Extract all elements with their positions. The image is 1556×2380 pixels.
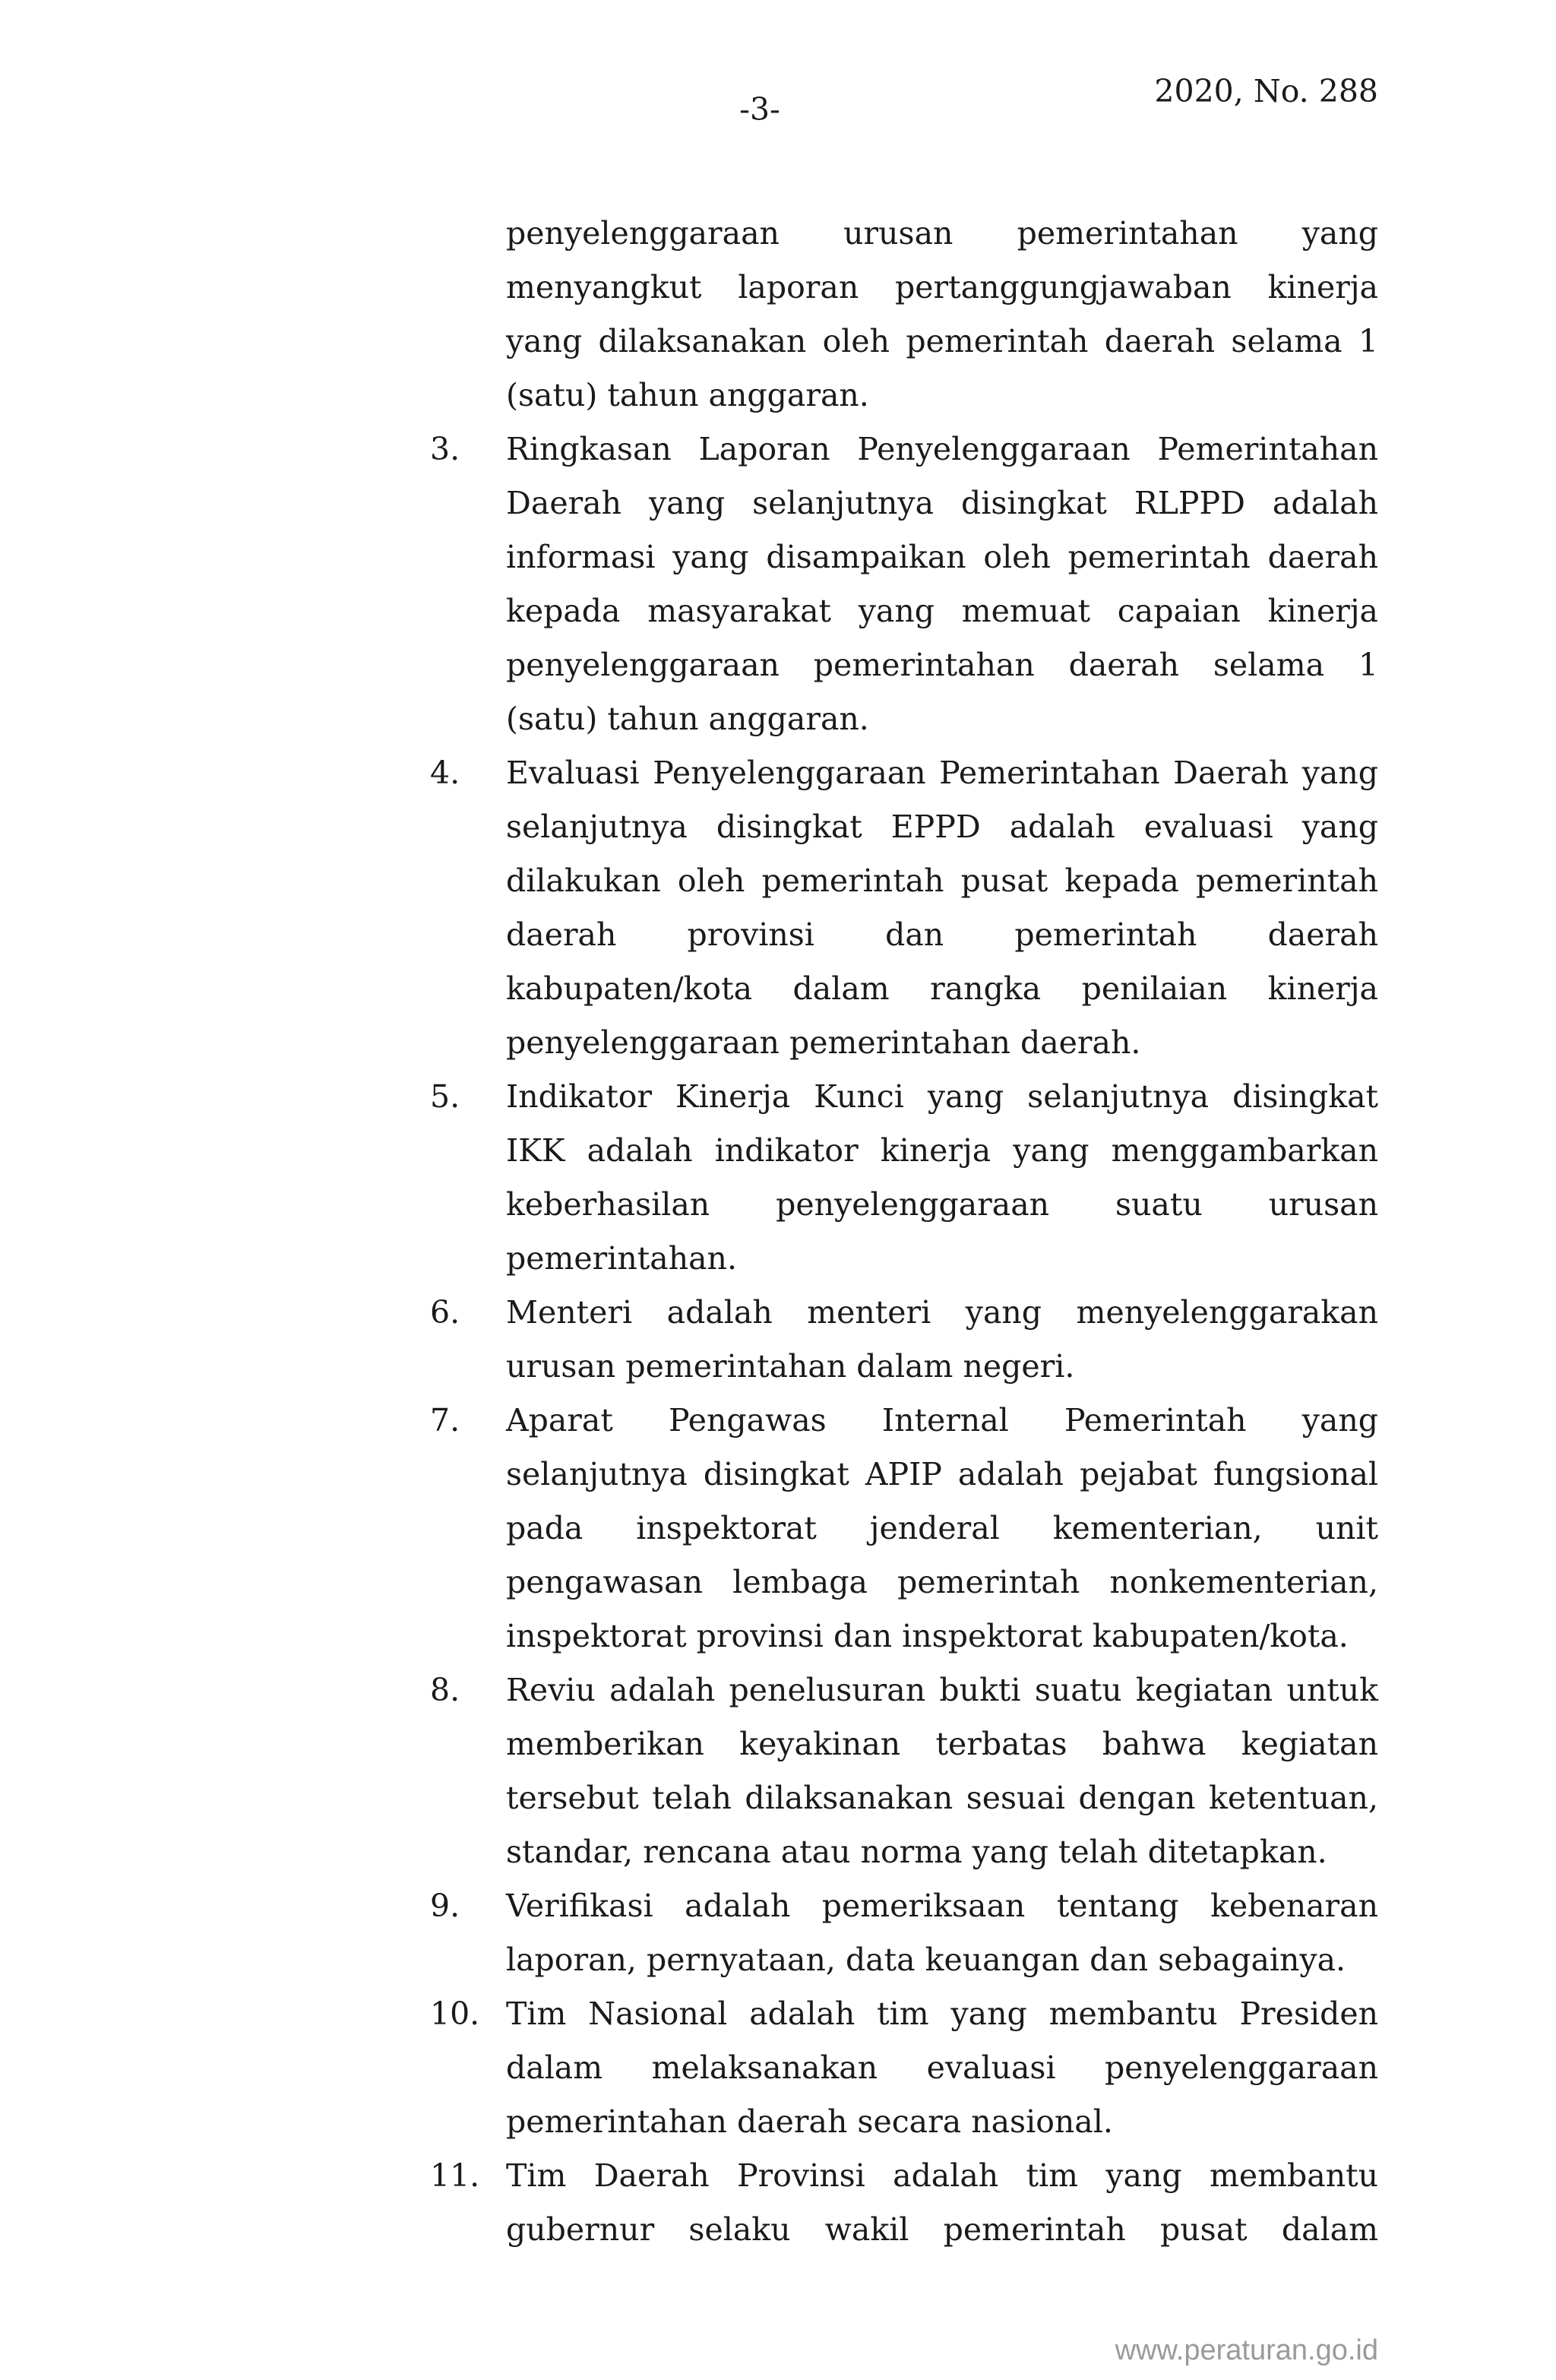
item-text: Aparat Pengawas Internal Pemerintah yang selanjutnya disingkat APIP adalah pejabat fungsional pada inspektorat jenderal kementerian, unit pengawasan lembaga pemerintah nonkementerian, inspektorat provinsi dan inspektorat kabupaten/kota. [506,1402,1378,1654]
source-watermark: www.peraturan.go.id [1115,2334,1378,2366]
item-number: 10. [430,1995,480,2032]
item-number: 3. [430,431,460,467]
definition-item-3 [430,423,1378,746]
definition-item-10 [430,1987,1378,2149]
document-body [430,207,1378,2257]
continued-paragraph: penyelenggaraan urusan pemerintahan yang menyangkut laporan pertanggungjawaban kinerja yang dilaksanakan oleh pemerintah daerah selama 1 (satu) tahun anggaran. [506,215,1378,413]
item-text: Menteri adalah menteri yang menyelenggarakan urusan pemerintahan dalam negeri. [506,1294,1378,1385]
item-text: Ringkasan Laporan Penyelenggaraan Pemerintahan Daerah yang selanjutnya disingkat RLPPD adalah informasi yang disampaikan oleh pemerintah daerah kepada masyarakat yang memuat capaian kinerja penyelenggaraan pemerintahan daerah selama 1 (satu) tahun anggaran. [506,431,1378,737]
document-reference: 2020, No. 288 [1154,73,1378,109]
item-number: 7. [430,1402,460,1438]
item-number: 8. [430,1672,460,1708]
definition-item-5 [430,1070,1378,1286]
item-number: 11. [430,2157,480,2194]
item-text: Reviu adalah penelusuran bukti suatu kegiatan untuk memberikan keyakinan terbatas bahwa kegiatan tersebut telah dilaksanakan sesuai dengan ketentuan, standar, rencana atau norma yang telah ditetapkan. [506,1672,1378,1870]
definition-item-11 [430,2149,1378,2257]
item-text: Evaluasi Penyelenggaraan Pemerintahan Daerah yang selanjutnya disingkat EPPD adalah evaluasi yang dilakukan oleh pemerintah pusat kepada pemerintah daerah provinsi dan pemerintah daerah kabupaten/kota dalam rangka penilaian kinerja penyelenggaraan pemerintahan daerah. [506,755,1378,1061]
item-text: Tim Nasional adalah tim yang membantu Presiden dalam melaksanakan evaluasi penyelenggaraan pemerintahan daerah secara nasional. [506,1995,1378,2140]
item-number: 9. [430,1888,460,1924]
item-number: 6. [430,1294,460,1331]
definition-item-8 [430,1663,1378,1879]
item-number: 4. [430,755,460,791]
definition-item-6 [430,1286,1378,1394]
item-text: Indikator Kinerja Kunci yang selanjutnya disingkat IKK adalah indikator kinerja yang menggambarkan keberhasilan penyelenggaraan suatu urusan pemerintahan. [506,1078,1378,1277]
item-number: 5. [430,1078,460,1115]
definition-item-7 [430,1394,1378,1663]
item-text: Verifikasi adalah pemeriksaan tentang kebenaran laporan, pernyataan, data keuangan dan sebagainya. [506,1888,1378,1978]
definition-item-4 [430,746,1378,1070]
item-text: Tim Daerah Provinsi adalah tim yang membantu gubernur selaku wakil pemerintah pusat dalam [506,2157,1378,2248]
definition-item-9 [430,1879,1378,1987]
page-number: -3- [739,91,780,128]
